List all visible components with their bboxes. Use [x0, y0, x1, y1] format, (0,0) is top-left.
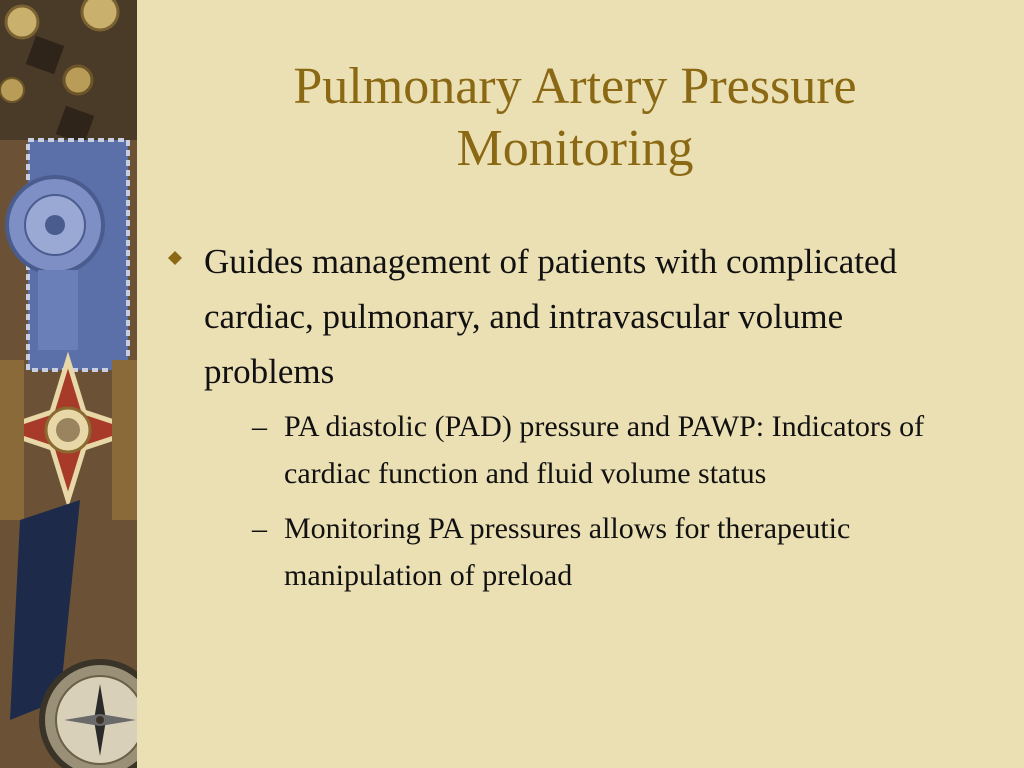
bullet-list — [168, 234, 938, 607]
dash-marker: – — [252, 410, 267, 443]
diamond-bullet-icon — [168, 251, 182, 265]
sub-bullet-list — [204, 403, 938, 599]
sub-bullet-text: Monitoring PA pressures allows for therapeutic manipulation of preload — [284, 512, 851, 592]
decorative-image-strip — [0, 0, 137, 768]
slide-title — [180, 56, 970, 180]
sub-bullet-item — [204, 505, 938, 599]
dash-marker: – — [252, 512, 267, 545]
sub-bullet-item — [204, 403, 938, 497]
bullet-item — [168, 234, 938, 599]
slide-title-line1: Pulmonary Artery Pressure — [293, 58, 857, 115]
sub-bullet-text: PA diastolic (PAD) pressure and PAWP: Indicators of cardiac function and fluid volume status — [284, 410, 925, 490]
bullet-text: Guides management of patients with complicated cardiac, pulmonary, and intravascular volume problems — [204, 242, 897, 391]
slide-title-line2: Monitoring — [456, 120, 694, 177]
